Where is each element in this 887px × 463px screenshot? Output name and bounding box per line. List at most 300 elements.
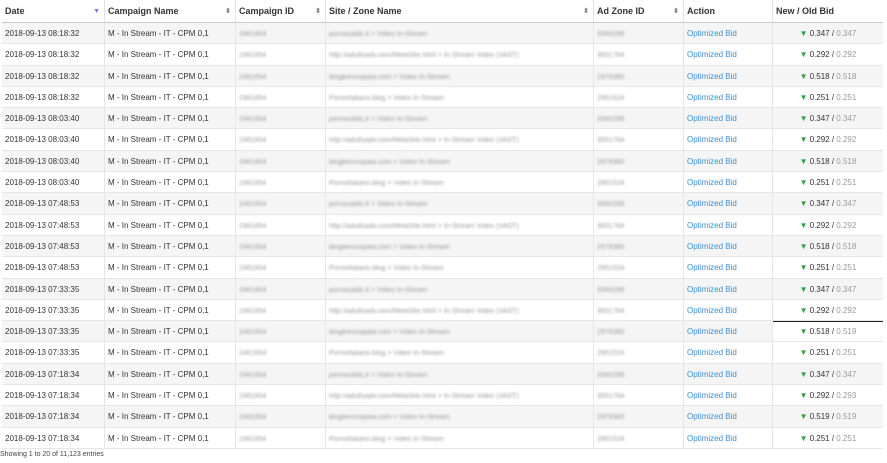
cell-date: 2018-09-13 07:48:53	[2, 236, 104, 257]
campaign-id-value: 2461654	[239, 222, 267, 230]
cell-site-zone-name	[325, 406, 593, 427]
cell-site-zone-name	[325, 87, 593, 108]
old-bid: 0.347	[836, 199, 857, 209]
ad-zone-id-value: 2979380	[597, 414, 625, 422]
cell-campaign-name: M - In Stream - IT - CPM 0,1	[104, 23, 235, 44]
site-zone-value: blogleexcopata.com > Video In-Stream	[329, 414, 450, 422]
new-bid: 0.518	[809, 241, 830, 251]
cell-campaign-name: M - In Stream - IT - CPM 0,1	[104, 428, 235, 449]
cell-campaign-name: M - In Stream - IT - CPM 0,1	[104, 215, 235, 236]
site-zone-value: PornoItaliano.blog > Video In-Stream	[329, 94, 444, 102]
down-arrow-icon: ▼	[799, 412, 808, 422]
cell-campaign-name: M - In Stream - IT - CPM 0,1	[104, 108, 235, 129]
column-header-action	[683, 0, 772, 23]
cell-site-zone-name	[325, 342, 593, 363]
bid-change	[800, 242, 857, 251]
site-zone-value: pornocaldo.it > Video In-Stream	[329, 286, 428, 294]
bid-change	[800, 348, 857, 357]
campaign-id-value: 2461654	[239, 116, 267, 124]
cell-site-zone-name	[325, 129, 593, 150]
action-link[interactable]: Optimized Bid	[683, 321, 772, 342]
down-arrow-icon: ▼	[799, 92, 808, 102]
column-header-new-old-bid	[772, 0, 883, 23]
cell-date: 2018-09-13 08:18:32	[2, 44, 104, 65]
action-link[interactable]: Optimized Bid	[683, 66, 772, 87]
cell-date: 2018-09-13 07:48:53	[2, 215, 104, 236]
cell-campaign-id	[235, 172, 325, 193]
bid-separator: /	[829, 412, 837, 422]
old-bid: 0.251	[836, 348, 857, 358]
action-link[interactable]: Optimized Bid	[683, 428, 772, 449]
cell-campaign-name: M - In Stream - IT - CPM 0,1	[104, 193, 235, 214]
new-bid: 0.292	[809, 220, 830, 230]
action-link[interactable]: Optimized Bid	[683, 172, 772, 193]
cell-campaign-name: M - In Stream - IT - CPM 0,1	[104, 172, 235, 193]
ad-zone-id-value: 3001764	[597, 222, 625, 230]
campaign-id-value: 2461654	[239, 371, 267, 379]
bid-separator: /	[829, 327, 837, 337]
cell-campaign-id	[235, 193, 325, 214]
cell-ad-zone-id	[593, 193, 683, 214]
down-arrow-icon: ▼	[799, 391, 808, 401]
bid-change	[800, 306, 857, 315]
bid-separator: /	[829, 71, 837, 81]
cell-ad-zone-id	[593, 406, 683, 427]
cell-campaign-id	[235, 406, 325, 427]
down-arrow-icon: ▼	[799, 114, 808, 124]
bid-change	[800, 221, 857, 230]
cell-campaign-id	[235, 129, 325, 150]
cell-new-old-bid	[772, 321, 883, 342]
new-bid: 0.251	[809, 178, 830, 188]
campaign-id-value: 2461654	[239, 414, 267, 422]
action-link[interactable]: Optimized Bid	[683, 406, 772, 427]
campaign-id-value: 2461654	[239, 158, 267, 166]
cell-date: 2018-09-13 07:18:34	[2, 406, 104, 427]
new-bid: 0.292	[809, 391, 830, 401]
cell-site-zone-name	[325, 108, 593, 129]
cell-site-zone-name	[325, 385, 593, 406]
bid-separator: /	[829, 199, 837, 209]
action-link[interactable]: Optimized Bid	[683, 44, 772, 65]
cell-ad-zone-id	[593, 108, 683, 129]
old-bid: 0.292	[836, 220, 857, 230]
cell-site-zone-name	[325, 44, 593, 65]
ad-zone-id-value: 3060288	[597, 201, 625, 209]
cell-ad-zone-id	[593, 342, 683, 363]
bid-change	[800, 135, 857, 144]
new-bid: 0.251	[809, 92, 830, 102]
cell-date: 2018-09-13 08:03:40	[2, 151, 104, 172]
cell-site-zone-name	[325, 172, 593, 193]
bid-change	[800, 199, 857, 208]
bid-separator: /	[829, 305, 837, 315]
cell-campaign-id	[235, 23, 325, 44]
new-bid: 0.347	[809, 29, 830, 38]
bid-change	[800, 50, 857, 59]
bid-change	[800, 93, 857, 102]
new-bid: 0.292	[809, 50, 830, 60]
cell-date: 2018-09-13 07:48:53	[2, 257, 104, 278]
ad-zone-id-value: 3060288	[597, 116, 625, 124]
old-bid: 0.292	[836, 135, 857, 145]
old-bid: 0.251	[836, 433, 857, 443]
cell-date: 2018-09-13 07:33:35	[2, 279, 104, 300]
ad-zone-id-value: 2951524	[597, 435, 625, 443]
sort-both-icon: ⬍	[673, 8, 679, 15]
column-header-ad-zone-id[interactable]	[593, 0, 683, 23]
cell-campaign-id	[235, 108, 325, 129]
bid-separator: /	[829, 220, 837, 230]
column-header-campaign-name[interactable]	[104, 0, 235, 23]
cell-site-zone-name	[325, 364, 593, 385]
new-bid: 0.347	[809, 114, 830, 124]
site-zone-value: pornocaldo.it > Video In-Stream	[329, 116, 428, 124]
action-link[interactable]: Optimized Bid	[683, 108, 772, 129]
cell-site-zone-name	[325, 193, 593, 214]
new-bid: 0.251	[809, 263, 830, 273]
down-arrow-icon: ▼	[799, 156, 808, 166]
cell-date: 2018-09-13 08:03:40	[2, 108, 104, 129]
new-bid: 0.251	[809, 433, 830, 443]
cell-site-zone-name	[325, 321, 593, 342]
site-zone-value: http://adultsadv.com/MetaSite.html > In-Stream Video (VAST)	[329, 222, 519, 230]
bid-change	[800, 157, 857, 166]
cell-campaign-name: M - In Stream - IT - CPM 0,1	[104, 385, 235, 406]
action-link[interactable]: Optimized Bid	[683, 215, 772, 236]
cell-campaign-id	[235, 236, 325, 257]
results-table	[2, 0, 883, 449]
cell-campaign-name: M - In Stream - IT - CPM 0,1	[104, 151, 235, 172]
ad-zone-id-value: 2979380	[597, 73, 625, 81]
cell-new-old-bid	[772, 364, 883, 385]
cell-campaign-name: M - In Stream - IT - CPM 0,1	[104, 129, 235, 150]
down-arrow-icon: ▼	[799, 241, 808, 251]
ad-zone-id-value: 2951524	[597, 180, 625, 188]
site-zone-value: PornoItaliano.blog > Video In-Stream	[329, 265, 444, 273]
campaign-id-value: 2461654	[239, 137, 267, 145]
bid-separator: /	[829, 29, 837, 38]
cell-ad-zone-id	[593, 300, 683, 321]
sort-both-icon: ⬍	[583, 8, 589, 15]
cell-new-old-bid	[772, 342, 883, 363]
bid-separator: /	[829, 348, 837, 358]
cell-date: 2018-09-13 07:18:34	[2, 385, 104, 406]
campaign-id-value: 2461654	[239, 243, 267, 251]
down-arrow-icon: ▼	[799, 220, 808, 230]
down-arrow-icon: ▼	[799, 348, 808, 358]
campaign-id-value: 2461654	[239, 265, 267, 273]
ad-zone-id-value: 3060288	[597, 371, 625, 379]
cell-ad-zone-id	[593, 385, 683, 406]
cell-campaign-id	[235, 300, 325, 321]
cell-new-old-bid	[772, 300, 883, 321]
cell-ad-zone-id	[593, 215, 683, 236]
cell-site-zone-name	[325, 428, 593, 449]
cell-ad-zone-id	[593, 364, 683, 385]
cell-ad-zone-id	[593, 172, 683, 193]
old-bid: 0.518	[836, 71, 857, 81]
campaign-id-value: 2461654	[239, 435, 267, 443]
old-bid: 0.347	[836, 284, 857, 294]
action-link[interactable]: Optimized Bid	[683, 279, 772, 300]
old-bid: 0.519	[836, 327, 857, 337]
bid-separator: /	[829, 241, 837, 251]
cell-campaign-id	[235, 215, 325, 236]
old-bid: 0.292	[836, 305, 857, 315]
cell-new-old-bid	[772, 87, 883, 108]
down-arrow-icon: ▼	[799, 327, 808, 337]
action-link[interactable]: Optimized Bid	[683, 257, 772, 278]
bid-change	[800, 72, 857, 81]
cell-site-zone-name	[325, 300, 593, 321]
ad-zone-id-value: 2951524	[597, 94, 625, 102]
cell-campaign-id	[235, 257, 325, 278]
down-arrow-icon: ▼	[799, 29, 808, 38]
old-bid: 0.251	[836, 92, 857, 102]
ad-zone-id-value: 3001764	[597, 52, 625, 60]
cell-date: 2018-09-13 07:48:53	[2, 193, 104, 214]
new-bid: 0.347	[809, 369, 830, 379]
header-label: Date	[5, 6, 25, 16]
cell-campaign-name: M - In Stream - IT - CPM 0,1	[104, 66, 235, 87]
column-header-campaign-id[interactable]	[235, 0, 325, 23]
cell-campaign-id	[235, 87, 325, 108]
header-label: Ad Zone ID	[597, 6, 645, 16]
cell-site-zone-name	[325, 236, 593, 257]
bid-change	[773, 322, 883, 342]
cell-date: 2018-09-13 07:18:34	[2, 428, 104, 449]
header-label: Site / Zone Name	[329, 6, 402, 16]
cell-new-old-bid	[772, 66, 883, 87]
ad-zone-id-value: 3001764	[597, 393, 625, 401]
old-bid: 0.518	[836, 156, 857, 166]
bid-change	[800, 434, 857, 443]
cell-campaign-name: M - In Stream - IT - CPM 0,1	[104, 44, 235, 65]
site-zone-value: http://adultsadv.com/MetaSite.html > In-Stream Video (VAST)	[329, 307, 519, 315]
cell-site-zone-name	[325, 23, 593, 44]
cell-ad-zone-id	[593, 236, 683, 257]
new-bid: 0.292	[809, 135, 830, 145]
column-header-date[interactable]	[2, 0, 104, 23]
cell-new-old-bid	[772, 193, 883, 214]
cell-ad-zone-id	[593, 23, 683, 44]
campaign-id-value: 2461654	[239, 31, 267, 38]
campaign-id-value: 2461654	[239, 286, 267, 294]
table-info: Showing 1 to 20 of 11,123 entries	[0, 450, 104, 458]
cell-campaign-name: M - In Stream - IT - CPM 0,1	[104, 342, 235, 363]
action-link[interactable]: Optimized Bid	[683, 364, 772, 385]
bid-separator: /	[829, 284, 837, 294]
site-zone-value: pornocaldo.it > Video In-Stream	[329, 371, 428, 379]
down-arrow-icon: ▼	[799, 199, 808, 209]
cell-campaign-name: M - In Stream - IT - CPM 0,1	[104, 87, 235, 108]
cell-campaign-id	[235, 321, 325, 342]
bid-separator: /	[829, 135, 837, 145]
cell-campaign-id	[235, 428, 325, 449]
site-zone-value: blogleexcopata.com > Video In-Stream	[329, 243, 450, 251]
column-header-site-zone-name[interactable]	[325, 0, 593, 23]
campaign-id-value: 2461654	[239, 201, 267, 209]
cell-new-old-bid	[772, 172, 883, 193]
ad-zone-id-value: 3060288	[597, 286, 625, 294]
ad-zone-id-value: 3060288	[597, 31, 625, 38]
cell-date: 2018-09-13 07:18:34	[2, 364, 104, 385]
campaign-id-value: 2461654	[239, 94, 267, 102]
cell-date: 2018-09-13 08:18:32	[2, 23, 104, 44]
down-arrow-icon: ▼	[799, 433, 808, 443]
cell-new-old-bid	[772, 385, 883, 406]
action-link[interactable]: Optimized Bid	[683, 87, 772, 108]
old-bid: 0.251	[836, 263, 857, 273]
cell-campaign-id	[235, 44, 325, 65]
cell-site-zone-name	[325, 279, 593, 300]
new-bid: 0.518	[809, 156, 830, 166]
header-label: Campaign Name	[108, 6, 179, 16]
action-link[interactable]: Optimized Bid	[683, 342, 772, 363]
action-link[interactable]: Optimized Bid	[683, 385, 772, 406]
old-bid: 0.347	[836, 114, 857, 124]
cell-date: 2018-09-13 08:03:40	[2, 129, 104, 150]
bid-change	[800, 29, 857, 38]
down-arrow-icon: ▼	[799, 369, 808, 379]
site-zone-value: PornoItaliano.blog > Video In-Stream	[329, 435, 444, 443]
cell-ad-zone-id	[593, 279, 683, 300]
cell-ad-zone-id	[593, 428, 683, 449]
cell-date: 2018-09-13 08:03:40	[2, 172, 104, 193]
down-arrow-icon: ▼	[799, 50, 808, 60]
cell-ad-zone-id	[593, 66, 683, 87]
campaign-id-value: 2461654	[239, 329, 267, 337]
new-bid: 0.292	[809, 305, 830, 315]
old-bid: 0.347	[836, 369, 857, 379]
cell-site-zone-name	[325, 151, 593, 172]
cell-ad-zone-id	[593, 87, 683, 108]
cell-new-old-bid	[772, 108, 883, 129]
action-link[interactable]: Optimized Bid	[683, 193, 772, 214]
cell-ad-zone-id	[593, 129, 683, 150]
site-zone-value: PornoItaliano.blog > Video In-Stream	[329, 180, 444, 188]
down-arrow-icon: ▼	[799, 284, 808, 294]
old-bid: 0.293	[836, 391, 857, 401]
cell-new-old-bid	[772, 406, 883, 427]
old-bid: 0.519	[836, 412, 857, 422]
cell-campaign-id	[235, 364, 325, 385]
cell-campaign-name: M - In Stream - IT - CPM 0,1	[104, 257, 235, 278]
cell-new-old-bid	[772, 215, 883, 236]
cell-ad-zone-id	[593, 151, 683, 172]
site-zone-value: blogleexcopata.com > Video In-Stream	[329, 329, 450, 337]
bid-separator: /	[829, 114, 837, 124]
action-link[interactable]: Optimized Bid	[683, 151, 772, 172]
cell-campaign-name: M - In Stream - IT - CPM 0,1	[104, 300, 235, 321]
cell-campaign-id	[235, 151, 325, 172]
ad-zone-id-value: 2979380	[597, 158, 625, 166]
bid-change	[800, 263, 857, 272]
site-zone-value: blogleexcopata.com > Video In-Stream	[329, 73, 450, 81]
cell-date: 2018-09-13 08:18:32	[2, 87, 104, 108]
cell-campaign-id	[235, 279, 325, 300]
old-bid: 0.251	[836, 178, 857, 188]
cell-new-old-bid	[772, 129, 883, 150]
cell-date: 2018-09-13 07:33:35	[2, 342, 104, 363]
down-arrow-icon: ▼	[799, 305, 808, 315]
bid-change	[800, 370, 857, 379]
sort-both-icon: ⬍	[225, 8, 231, 15]
campaign-id-value: 2461654	[239, 52, 267, 60]
bid-separator: /	[829, 369, 837, 379]
site-zone-value: pornocaldo.it > Video In-Stream	[329, 201, 428, 209]
action-link[interactable]: Optimized Bid	[683, 129, 772, 150]
campaign-id-value: 2461654	[239, 73, 267, 81]
cell-campaign-name: M - In Stream - IT - CPM 0,1	[104, 406, 235, 427]
cell-new-old-bid	[772, 236, 883, 257]
action-link[interactable]: Optimized Bid	[683, 300, 772, 321]
ad-zone-id-value: 2951524	[597, 350, 625, 358]
campaign-id-value: 2461654	[239, 307, 267, 315]
cell-date: 2018-09-13 08:18:32	[2, 66, 104, 87]
site-zone-value: http://adultsadv.com/MetaSite.html > In-Stream Video (VAST)	[329, 393, 519, 401]
bid-change	[800, 285, 857, 294]
cell-new-old-bid	[772, 279, 883, 300]
header-label: New / Old Bid	[776, 6, 835, 16]
header-label: Campaign ID	[239, 6, 295, 16]
bid-change	[800, 178, 857, 187]
cell-site-zone-name	[325, 215, 593, 236]
campaign-id-value: 2461654	[239, 393, 267, 401]
down-arrow-icon: ▼	[799, 263, 808, 273]
cell-date: 2018-09-13 07:33:35	[2, 300, 104, 321]
cell-site-zone-name	[325, 257, 593, 278]
site-zone-value: http://adultsadv.com/MetaSite.html > In-Stream Video (VAST)	[329, 137, 519, 145]
site-zone-value: pornocaldo.it > Video In-Stream	[329, 31, 428, 38]
new-bid: 0.251	[809, 348, 830, 358]
ad-zone-id-value: 2979380	[597, 243, 625, 251]
cell-new-old-bid	[772, 44, 883, 65]
ad-zone-id-value: 2951524	[597, 265, 625, 273]
bid-separator: /	[829, 178, 837, 188]
cell-campaign-name: M - In Stream - IT - CPM 0,1	[104, 364, 235, 385]
down-arrow-icon: ▼	[799, 71, 808, 81]
campaign-id-value: 2461654	[239, 350, 267, 358]
new-bid: 0.519	[809, 412, 830, 422]
action-link[interactable]: Optimized Bid	[683, 23, 772, 44]
cell-new-old-bid	[772, 428, 883, 449]
cell-campaign-id	[235, 342, 325, 363]
cell-site-zone-name	[325, 66, 593, 87]
old-bid: 0.518	[836, 241, 857, 251]
cell-ad-zone-id	[593, 44, 683, 65]
site-zone-value: http://adultsadv.com/MetaSite.html > In-Stream Video (VAST)	[329, 52, 519, 60]
bid-separator: /	[829, 156, 837, 166]
new-bid: 0.518	[809, 327, 830, 337]
bid-change	[800, 114, 857, 123]
site-zone-value: PornoItaliano.blog > Video In-Stream	[329, 350, 444, 358]
cell-date: 2018-09-13 07:33:35	[2, 321, 104, 342]
cell-campaign-name: M - In Stream - IT - CPM 0,1	[104, 236, 235, 257]
cell-campaign-id	[235, 385, 325, 406]
bid-separator: /	[829, 50, 837, 60]
bid-separator: /	[829, 433, 837, 443]
bid-change	[800, 412, 857, 421]
cell-campaign-name: M - In Stream - IT - CPM 0,1	[104, 279, 235, 300]
bid-separator: /	[829, 263, 837, 273]
action-link[interactable]: Optimized Bid	[683, 236, 772, 257]
new-bid: 0.347	[809, 199, 830, 209]
new-bid: 0.347	[809, 284, 830, 294]
bid-change	[800, 391, 857, 400]
new-bid: 0.518	[809, 71, 830, 81]
